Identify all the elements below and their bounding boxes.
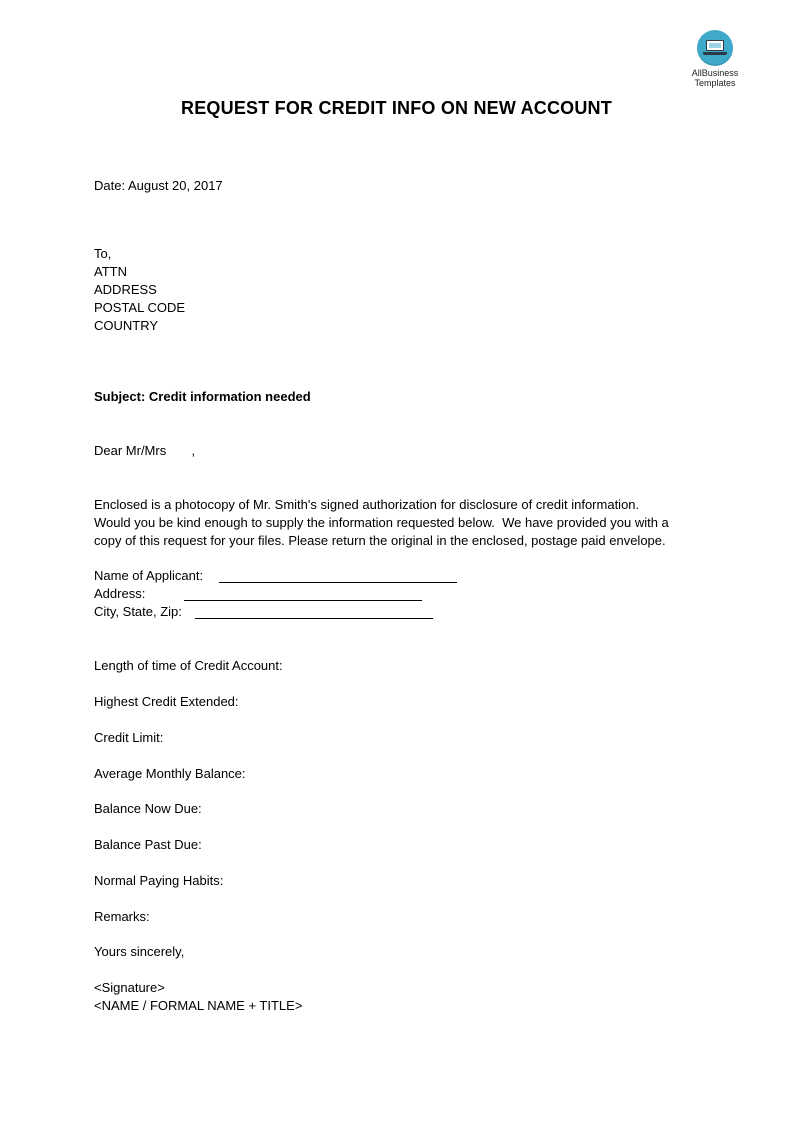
document-title: REQUEST FOR CREDIT INFO ON NEW ACCOUNT xyxy=(181,98,612,118)
field-name-of-applicant xyxy=(94,567,203,585)
field-balance-past-due: Balance Past Due: xyxy=(94,837,202,852)
company-logo xyxy=(684,30,746,88)
closing-name-title: <NAME / FORMAL NAME + TITLE> xyxy=(94,998,303,1013)
recipient-attn: ATTN xyxy=(94,264,127,279)
laptop-icon xyxy=(697,30,733,66)
field-remarks: Remarks: xyxy=(94,909,150,924)
field-length-of-credit: Length of time of Credit Account: xyxy=(94,658,283,673)
field-balance-now-due: Balance Now Due: xyxy=(94,801,202,816)
field-average-monthly-balance: Average Monthly Balance: xyxy=(94,766,246,781)
body-line-3: copy of this request for your files. Please return the original in the enclosed, postage paid envelope. xyxy=(94,533,666,548)
recipient-address: ADDRESS xyxy=(94,282,157,297)
salutation: Dear Mr/Mrs , xyxy=(94,443,196,458)
field-label: City, State, Zip: xyxy=(94,604,182,619)
recipient-to: To, xyxy=(94,246,112,261)
recipient-country: COUNTRY xyxy=(94,318,159,333)
field-label: Address: xyxy=(94,586,146,601)
field-normal-paying-habits: Normal Paying Habits: xyxy=(94,873,224,888)
closing-sincerely: Yours sincerely, xyxy=(94,944,185,959)
field-address xyxy=(94,585,145,603)
field-highest-credit: Highest Credit Extended: xyxy=(94,694,239,709)
name-of-applicant-blank[interactable] xyxy=(219,570,457,583)
body-line-2: Would you be kind enough to supply the information requested below. We have provided you with a xyxy=(94,515,669,530)
logo-line-2: Templates xyxy=(694,78,736,88)
field-credit-limit: Credit Limit: xyxy=(94,730,164,745)
logo-line-1: AllBusiness xyxy=(691,68,739,78)
field-city-state-zip xyxy=(94,603,182,621)
subject-line: Subject: Credit information needed xyxy=(94,389,311,404)
closing-signature: <Signature> xyxy=(94,980,165,995)
recipient-postal-code: POSTAL CODE xyxy=(94,300,186,315)
field-label: Name of Applicant: xyxy=(94,568,204,583)
body-line-1: Enclosed is a photocopy of Mr. Smith's signed authorization for disclosure of credit information. xyxy=(94,497,640,512)
city-state-zip-blank[interactable] xyxy=(195,606,433,619)
date-line: Date: August 20, 2017 xyxy=(94,178,223,193)
logo-text xyxy=(684,68,746,88)
address-blank[interactable] xyxy=(184,588,422,601)
